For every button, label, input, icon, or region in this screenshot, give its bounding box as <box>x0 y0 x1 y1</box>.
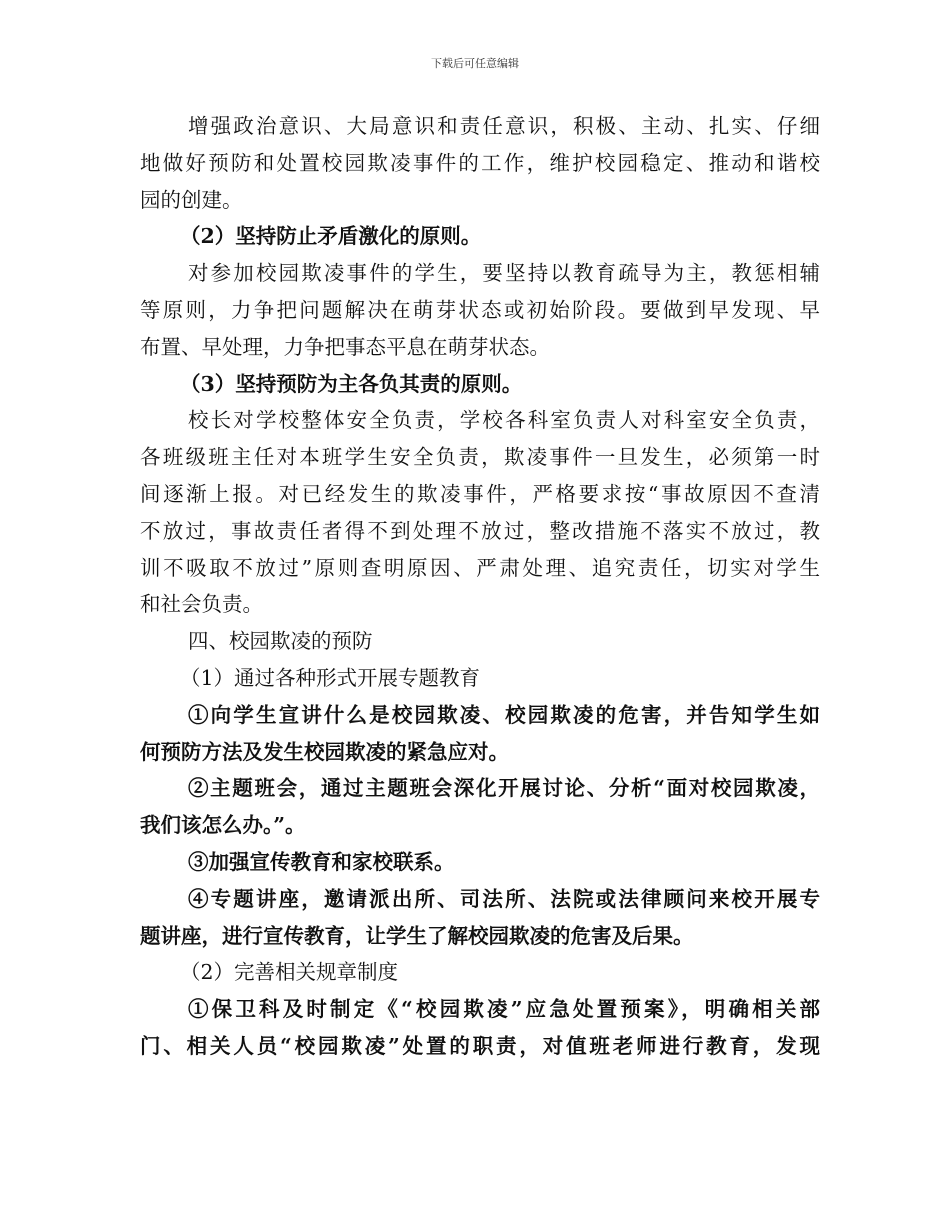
heading-line: （2）坚持防止矛盾激化的原则。 <box>180 224 482 249</box>
paragraph-line: 校长对学校整体安全负责，学校各科室负责人对科室安全负责， <box>188 408 820 433</box>
page-header: 下载后可任意编辑 <box>431 57 519 70</box>
heading-line: 门、相关人员“校园欺凌”处置的职责，对值班老师进行教育，发现 <box>140 1033 820 1058</box>
heading-line: ②主题班会，通过主题班会深化开展讨论、分析“面对校园欺凌， <box>188 776 820 801</box>
heading-line: ①保卫科及时制定《“校园欺凌”应急处置预案》，明确相关部 <box>188 997 820 1022</box>
heading-line: 题讲座，进行宣传教育，让学生了解校园欺凌的危害及后果。 <box>140 923 694 948</box>
paragraph-line: 和社会负责。 <box>140 592 263 617</box>
paragraph-line: 间逐渐上报。对已经发生的欺凌事件，严格要求按“事故原因不查清 <box>140 481 820 506</box>
paragraph-line: （1）通过各种形式开展专题教育 <box>180 665 481 690</box>
paragraph-line: 增强政治意识、大局意识和责任意识，积极、主动、扎实、仔细 <box>188 114 820 138</box>
heading-line: 我们该怎么办。”。 <box>140 813 306 838</box>
paragraph-line: 地做好预防和处置校园欺凌事件的工作，维护校园稳定、推动和谐校 <box>140 150 820 175</box>
heading-line: ④专题讲座，邀请派出所、司法所、法院或法律顾问来校开展专 <box>188 886 820 911</box>
paragraph-line: 训不吸取不放过”原则查明原因、严肃处理、追究责任，切实对学生 <box>140 555 820 580</box>
heading-line: ③加强宣传教育和家校联系。 <box>188 849 455 874</box>
heading-line: ①向学生宣讲什么是校园欺凌、校园欺凌的危害，并告知学生如 <box>188 702 820 727</box>
paragraph-line: 不放过，事故责任者得不到处理不放过，整改措施不落实不放过，教 <box>140 518 820 543</box>
paragraph-line: 布置、早处理，力争把事态平息在萌芽状态。 <box>140 334 550 359</box>
paragraph-line: 园的创建。 <box>140 187 243 212</box>
document-body <box>140 108 820 1065</box>
heading-line: （3）坚持预防为主各负其责的原则。 <box>180 371 523 396</box>
paragraph-line: （2）完善相关规章制度 <box>180 960 399 985</box>
heading-line: 何预防方法及发生校园欺凌的紧急应对。 <box>140 739 509 764</box>
paragraph-line: 对参加校园欺凌事件的学生，要坚持以教育疏导为主，教惩相辅 <box>188 261 820 286</box>
paragraph-line: 四、校园欺凌的预防 <box>188 629 373 654</box>
paragraph-line: 等原则，力争把问题解决在萌芽状态或初始阶段。要做到早发现、早 <box>140 297 820 322</box>
paragraph-line: 各班级班主任对本班学生安全负责，欺凌事件一旦发生，必须第一时 <box>140 445 820 470</box>
